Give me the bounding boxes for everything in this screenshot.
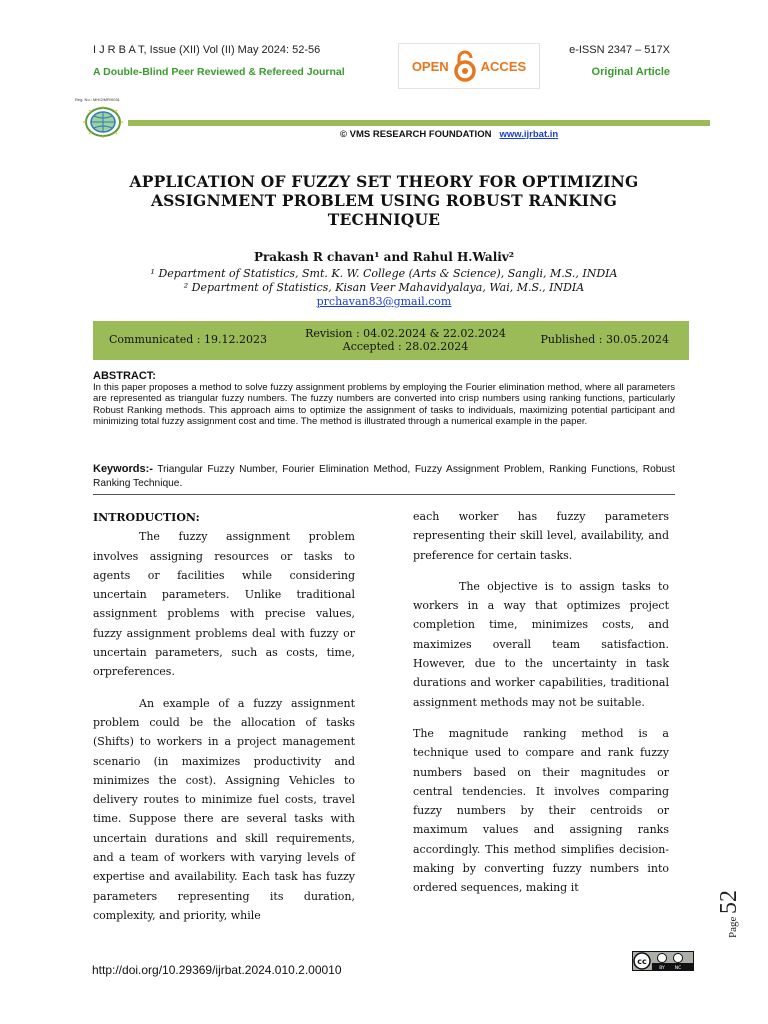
- foundation-name: © VMS RESEARCH FOUNDATION: [340, 129, 492, 140]
- doi-link[interactable]: http://doi.org/10.29369/ijrbat.2024.010.2.00010: [92, 963, 342, 977]
- revision-date: Revision : 04.02.2024 & 22.02.2024: [305, 327, 506, 340]
- article-type: Original Article: [591, 66, 670, 78]
- open-access-logo: [398, 43, 540, 89]
- license-cc-text: cc: [637, 957, 647, 966]
- page-word: Page: [727, 916, 739, 938]
- open-access-lock-icon: [452, 49, 478, 83]
- review-tag: A Double-Blind Peer Reviewed & Refereed Journal: [93, 66, 345, 78]
- license-nc-text: NC: [674, 966, 682, 971]
- keywords: [93, 462, 675, 491]
- license-by-text: BY: [659, 966, 665, 971]
- journal-issue: I J R B A T, Issue (XII) Vol (II) May 2024: 52-56: [93, 44, 321, 56]
- journal-header-right: [569, 44, 670, 78]
- foundation-line: [340, 129, 558, 140]
- header-divider: [128, 120, 710, 126]
- open-access-right-text: ACCES: [480, 58, 527, 74]
- affiliation-2: ² Department of Statistics, Kisan Veer Mahavidyalaya, Wai, M.S., INDIA: [183, 281, 585, 294]
- journal-globe-logo-icon: [83, 106, 123, 138]
- page-number-marker: [716, 870, 742, 940]
- paragraph: The fuzzy assignment problem involves assigning resources or tasks to agents or facilities while considering uncertain parameters. Unlike traditional assignment problems with precise values, fuzzy assignment problems deal with fuzzy or uncertain parameters, such as costs, time, orpreferences.: [93, 530, 355, 679]
- article-authors: Prakash R chavan¹ and Rahul H.Waliv²: [253, 250, 515, 264]
- article-title: APPLICATION OF FUZZY SET THEORY FOR OPTIMIZING ASSIGNMENT PROBLEM USING ROBUST RANKING TECHNIQUE: [129, 172, 639, 229]
- issn: e-ISSN 2347 – 517X: [569, 44, 670, 56]
- communicated-date: Communicated : 19.12.2023: [109, 333, 267, 346]
- published-date: Published : 30.05.2024: [540, 333, 669, 346]
- journal-header-left: [93, 44, 345, 78]
- website-link[interactable]: www.ijrbat.in: [499, 129, 559, 140]
- revision-accepted-dates: [303, 327, 508, 353]
- abstract-heading: ABSTRACT:: [93, 370, 156, 382]
- accepted-date: Accepted : 28.02.2024: [342, 340, 469, 353]
- section-divider: [93, 494, 675, 495]
- body-column-left: [93, 508, 355, 937]
- introduction-heading: INTRODUCTION:: [93, 511, 200, 524]
- keywords-label: Keywords:-: [93, 463, 153, 475]
- open-access-left-text: OPEN: [411, 58, 449, 74]
- paragraph: each worker has fuzzy parameters representing their skill level, availability, and preference for certain tasks.: [413, 510, 669, 562]
- paragraph: An example of a fuzzy assignment problem could be the allocation of tasks (Shifts) to workers in a project management scenario (in maximizes productivity and minimizes the cost). Assigning Vehicles to delivery routes to minimize fuel costs, travel time. Suppose there are several tasks with uncertain durations and skill requirements, and a team of workers with varying levels of expertise and availability. Each task has fuzzy parameters representing its duration, complexity, and priority, while: [93, 696, 355, 922]
- keywords-text: Triangular Fuzzy Number, Fourier Elimination Method, Fuzzy Assignment Problem, Ranking Functions, Robust Ranking Technique.: [93, 464, 675, 489]
- body-column-right: [413, 507, 669, 910]
- publication-dates-bar: [93, 321, 689, 360]
- paragraph: The objective is to assign tasks to workers in a way that optimizes project completion time, minimizes costs, and maximizes overall team satisfaction. However, due to the uncertainty in task durations and worker capabilities, traditional assignment methods may not be suitable.: [413, 579, 669, 709]
- page-number: 52: [716, 890, 742, 914]
- creative-commons-license-icon: [632, 951, 694, 971]
- affiliation-1: ¹ Department of Statistics, Smt. K. W. College (Arts & Science), Sangli, M.S., INDIA: [150, 267, 618, 280]
- author-email-link[interactable]: prchavan83@gmail.com: [316, 295, 452, 308]
- abstract-text: In this paper proposes a method to solve fuzzy assignment problems by employing the Fourier elimination method, where all parameters are represented as triangular fuzzy numbers. The fuzzy numbers are converted into crisp numbers using ranking functions, particularly Robust Ranking methods. This approach aims to optimize the assignment of tasks to individuals, maximizing potential participant and minimizing total fuzzy assignment cost and time. The method is illustrated through a numerical example in the paper.: [93, 382, 675, 428]
- paragraph: The magnitude ranking method is a technique used to compare and rank fuzzy numbers based on their magnitudes or central tendencies. It involves comparing fuzzy numbers by their centroids or maximum values and assigning ranks accordingly. This method simplifies decision-making by converting fuzzy numbers into ordered sequences, making it: [413, 726, 669, 895]
- registration-number: Reg. No.: MH/2/MR/0031: [75, 97, 120, 102]
- affiliations: [100, 267, 668, 309]
